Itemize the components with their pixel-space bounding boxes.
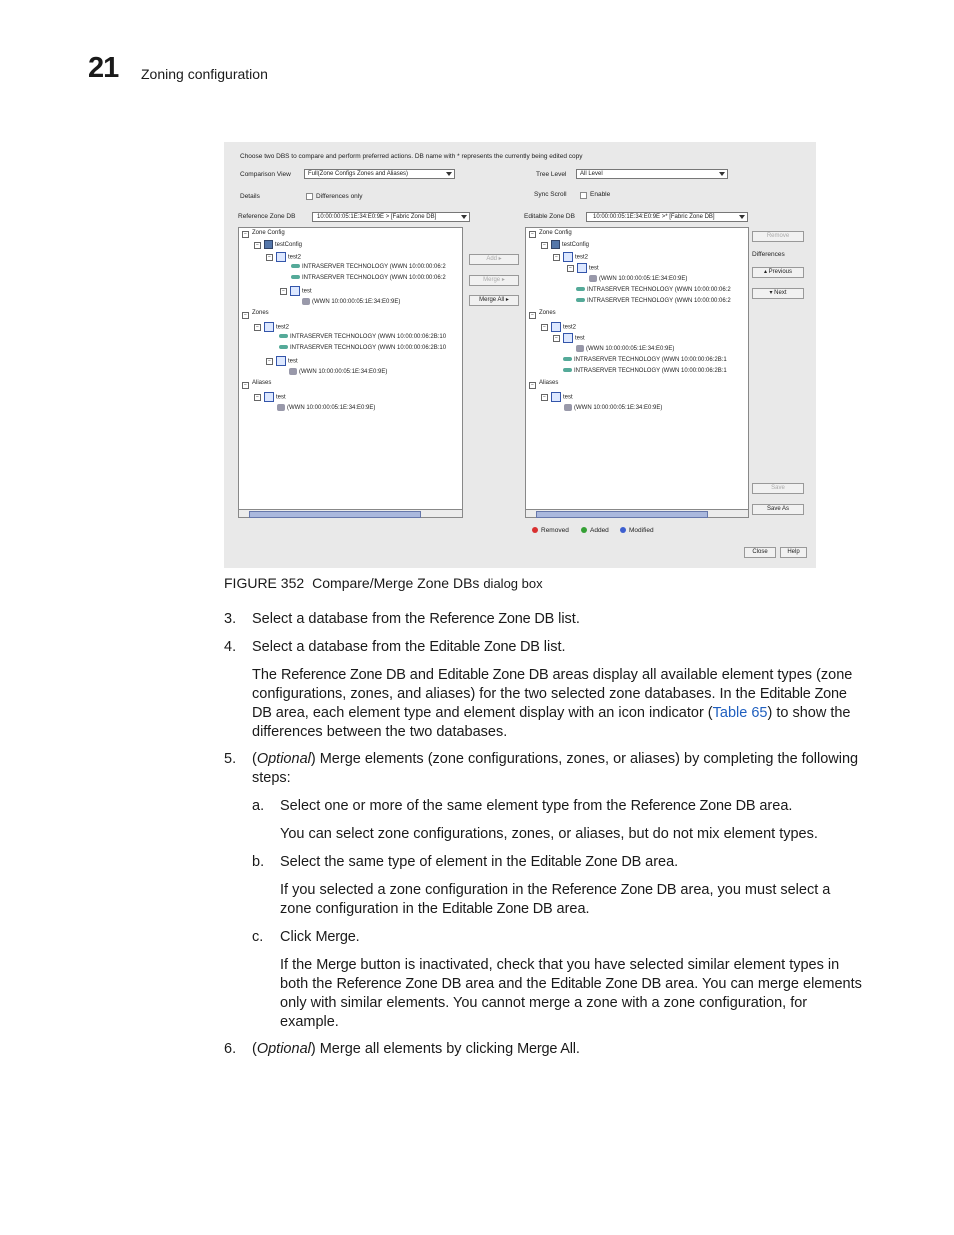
zone-icon <box>563 333 573 343</box>
zone-icon <box>276 252 286 262</box>
collapse-icon[interactable]: − <box>254 242 261 249</box>
tree-node[interactable]: Zones <box>252 310 269 316</box>
device-icon <box>302 298 310 305</box>
substep-letter: a. <box>252 798 265 814</box>
reference-zone-db-label: Reference Zone DB <box>238 213 296 220</box>
merge-all-button[interactable]: Merge All ▸ <box>469 295 519 306</box>
tree-node[interactable]: (WWN 10:00:00:05:1E:34:E0:9E) <box>564 404 662 411</box>
tree-node[interactable]: test <box>577 263 599 273</box>
step-number: 5. <box>224 751 237 767</box>
dialog-instruction: Choose two DBS to compare and perform preferred actions. DB name with * represents the currently being edited copy <box>240 153 583 160</box>
editable-zone-db-label: Editable Zone DB <box>524 213 575 220</box>
tree-node[interactable]: (WWN 10:00:00:05:1E:34:E0:9E) <box>302 298 400 305</box>
collapse-icon[interactable]: − <box>553 335 560 342</box>
enable-label: Enable <box>590 191 611 198</box>
figure-label: FIGURE 352 <box>224 575 305 591</box>
tree-node[interactable]: testConfig <box>551 240 589 249</box>
tree-node[interactable]: Zones <box>539 310 556 316</box>
reference-zone-db-value: 10:00:00:05:1E:34:E0:9E > [Fabric Zone DB] <box>317 214 437 220</box>
tree-node[interactable]: test <box>563 333 585 343</box>
tree-node[interactable]: Zone Config <box>252 230 285 236</box>
step-4-paragraph: The Reference Zone DB and Editable Zone DB areas display all available element types (zone configurations, zones, and aliases) for the two selected zone databases. In the Editable Zone DB area, each element type and element display with an icon indicator (Table 65) to show the differences between the two databases. <box>252 667 853 740</box>
tree-node[interactable]: INTRASERVER TECHNOLOGY (WWN 10:00:00:06:2 <box>576 287 731 293</box>
collapse-icon[interactable]: − <box>280 288 287 295</box>
collapse-icon[interactable]: − <box>254 324 261 331</box>
right-horizontal-scrollbar[interactable] <box>525 509 749 518</box>
tree-node[interactable]: test2 <box>264 322 289 332</box>
figure-title-suffix: dialog box <box>483 576 543 591</box>
chevron-down-icon <box>719 172 725 176</box>
collapse-icon[interactable]: − <box>553 254 560 261</box>
substep-c-text: Click Merge. <box>280 929 360 945</box>
compare-merge-dialog <box>224 142 816 568</box>
device-icon <box>576 345 584 352</box>
modified-icon <box>620 527 626 533</box>
substep-b-text: Select the same type of element in the Editable Zone DB area. <box>280 854 679 870</box>
tree-node[interactable]: test <box>290 286 312 296</box>
tree-node[interactable]: (WWN 10:00:00:05:1E:34:E0:9E) <box>576 345 674 352</box>
tree-node[interactable]: test2 <box>276 252 301 262</box>
differences-only-checkbox[interactable] <box>306 193 313 200</box>
collapse-icon[interactable]: − <box>541 242 548 249</box>
substep-letter: b. <box>252 854 265 870</box>
tree-node[interactable]: INTRASERVER TECHNOLOGY (WWN 10:00:00:06:2B:1 <box>563 357 727 363</box>
tree-node[interactable]: Aliases <box>539 380 559 386</box>
chevron-down-icon <box>446 172 452 176</box>
tree-node[interactable]: INTRASERVER TECHNOLOGY (WWN 10:00:00:06:2 <box>576 298 731 304</box>
device-port-icon <box>563 357 572 361</box>
tree-level-label: Tree Level <box>536 171 567 178</box>
tree-node[interactable]: INTRASERVER TECHNOLOGY (WWN 10:00:00:06:2 <box>291 264 446 270</box>
save-as-button[interactable]: Save As <box>752 504 804 515</box>
tree-node[interactable]: INTRASERVER TECHNOLOGY (WWN 10:00:00:06:2B:1 <box>563 368 727 374</box>
tree-node[interactable]: Aliases <box>252 380 272 386</box>
reference-zone-tree[interactable] <box>238 227 463 511</box>
device-port-icon <box>279 334 288 338</box>
figure-title: Compare/Merge Zone DBs <box>312 575 480 591</box>
collapse-icon[interactable]: − <box>529 382 536 389</box>
device-icon <box>289 368 297 375</box>
tree-node[interactable]: test <box>551 392 573 402</box>
comparison-view-value: Full(Zone Configs Zones and Aliases) <box>308 171 409 177</box>
save-button[interactable]: Save <box>752 483 804 494</box>
tree-node[interactable]: (WWN 10:00:00:05:1E:34:E0:9E) <box>289 368 387 375</box>
zone-icon <box>264 322 274 332</box>
step-5-text: (Optional) Merge elements (zone configurations, zones, or aliases) by completing the following steps: <box>252 751 859 786</box>
substep-b-paragraph: If you selected a zone configuration in the Reference Zone DB area, you must select a zone configuration in the Editable Zone DB area. <box>280 882 831 917</box>
zone-icon <box>577 263 587 273</box>
comparison-view-select[interactable] <box>304 169 455 179</box>
collapse-icon[interactable]: − <box>266 254 273 261</box>
tree-node[interactable]: INTRASERVER TECHNOLOGY (WWN 10:00:00:06:2B:10 <box>279 334 446 340</box>
enable-checkbox[interactable] <box>580 192 587 199</box>
merge-button[interactable]: Merge ▸ <box>469 275 519 286</box>
substep-a-paragraph: You can select zone configurations, zones, or aliases, but do not mix element types. <box>280 826 818 842</box>
zone-icon <box>276 356 286 366</box>
sync-scroll-label: Sync Scroll <box>534 191 567 198</box>
device-port-icon <box>576 287 585 291</box>
close-button[interactable]: Close <box>744 547 776 558</box>
collapse-icon[interactable]: − <box>541 394 548 401</box>
step-3-text: Select a database from the Reference Zone DB list. <box>252 611 580 627</box>
substep-c-paragraph: If the Merge button is inactivated, check that you have selected similar element types in both the Reference Zone DB area and the Editable Zone DB area. You can merge elements only with similar elements. You cannot merge a zone with a zone configuration, for example. <box>280 957 862 1030</box>
differences-label: Differences <box>752 251 785 258</box>
differences-only-label: Differences only <box>316 193 363 200</box>
help-button[interactable]: Help <box>780 547 807 558</box>
step-number: 4. <box>224 639 237 655</box>
zone-icon <box>264 392 274 402</box>
tree-node[interactable]: INTRASERVER TECHNOLOGY (WWN 10:00:00:06:2 <box>291 275 446 281</box>
zone-icon <box>551 322 561 332</box>
tree-node[interactable]: testConfig <box>264 240 302 249</box>
figure-caption <box>224 575 543 591</box>
tree-level-select[interactable] <box>576 169 728 179</box>
add-button[interactable]: Add ▸ <box>469 254 519 265</box>
chapter-title: Zoning configuration <box>141 66 268 82</box>
step-number: 6. <box>224 1041 237 1057</box>
device-icon <box>589 275 597 282</box>
editable-zone-db-value: 10:00:00:05:1E:34:E0:9E >* [Fabric Zone DB] <box>593 214 715 220</box>
device-port-icon <box>291 275 300 279</box>
zone-config-icon <box>264 240 273 249</box>
legend-removed: Removed <box>532 527 569 534</box>
collapse-icon[interactable]: − <box>567 265 574 272</box>
tree-level-value: All Level <box>580 171 603 177</box>
legend-added: Added <box>581 527 609 534</box>
collapse-icon[interactable]: − <box>242 231 249 238</box>
chevron-down-icon <box>739 215 745 219</box>
collapse-icon[interactable]: − <box>266 358 273 365</box>
substep-a-text: Select one or more of the same element type from the Reference Zone DB area. <box>280 798 793 814</box>
device-icon <box>564 404 572 411</box>
chevron-down-icon <box>461 215 467 219</box>
previous-button[interactable]: ▴ Previous <box>752 267 804 278</box>
device-port-icon <box>563 368 572 372</box>
comparison-view-label: Comparison View <box>240 171 291 178</box>
removed-icon <box>532 527 538 533</box>
next-button[interactable]: ▾ Next <box>752 288 804 299</box>
device-icon <box>277 404 285 411</box>
left-horizontal-scrollbar[interactable] <box>238 509 463 518</box>
tree-node[interactable]: test <box>264 392 286 402</box>
device-port-icon <box>576 298 585 302</box>
step-number: 3. <box>224 611 237 627</box>
collapse-icon[interactable]: − <box>529 231 536 238</box>
substep-letter: c. <box>252 929 264 945</box>
tree-node[interactable]: Zone Config <box>539 230 572 236</box>
tree-node[interactable]: INTRASERVER TECHNOLOGY (WWN 10:00:00:06:2B:10 <box>279 345 446 351</box>
collapse-icon[interactable]: − <box>541 324 548 331</box>
remove-button[interactable]: Remove <box>752 231 804 242</box>
zone-icon <box>563 252 573 262</box>
reference-zone-db-select[interactable] <box>312 212 470 222</box>
step-6-text: (Optional) Merge all elements by clicking Merge All. <box>252 1041 580 1057</box>
tree-node[interactable]: test <box>276 356 298 366</box>
chapter-number: 21 <box>88 52 119 84</box>
tree-node[interactable]: (WWN 10:00:00:05:1E:34:E0:9E) <box>589 275 687 282</box>
legend-modified: Modified <box>620 527 654 534</box>
collapse-icon[interactable]: − <box>254 394 261 401</box>
editable-zone-db-select[interactable] <box>586 212 748 222</box>
collapse-icon[interactable]: − <box>529 312 536 319</box>
tree-node[interactable]: test2 <box>551 322 576 332</box>
tree-node[interactable]: (WWN 10:00:00:05:1E:34:E0:9E) <box>277 404 375 411</box>
step-4-text: Select a database from the Editable Zone DB list. <box>252 639 566 655</box>
device-port-icon <box>279 345 288 349</box>
zone-icon <box>551 392 561 402</box>
added-icon <box>581 527 587 533</box>
details-label: Details <box>240 193 260 200</box>
table-65-link[interactable]: Table 65 <box>712 705 768 721</box>
collapse-icon[interactable]: − <box>242 382 249 389</box>
collapse-icon[interactable]: − <box>242 312 249 319</box>
zone-icon <box>290 286 300 296</box>
zone-config-icon <box>551 240 560 249</box>
tree-node[interactable]: test2 <box>563 252 588 262</box>
device-port-icon <box>291 264 300 268</box>
editable-zone-tree[interactable] <box>525 227 749 511</box>
